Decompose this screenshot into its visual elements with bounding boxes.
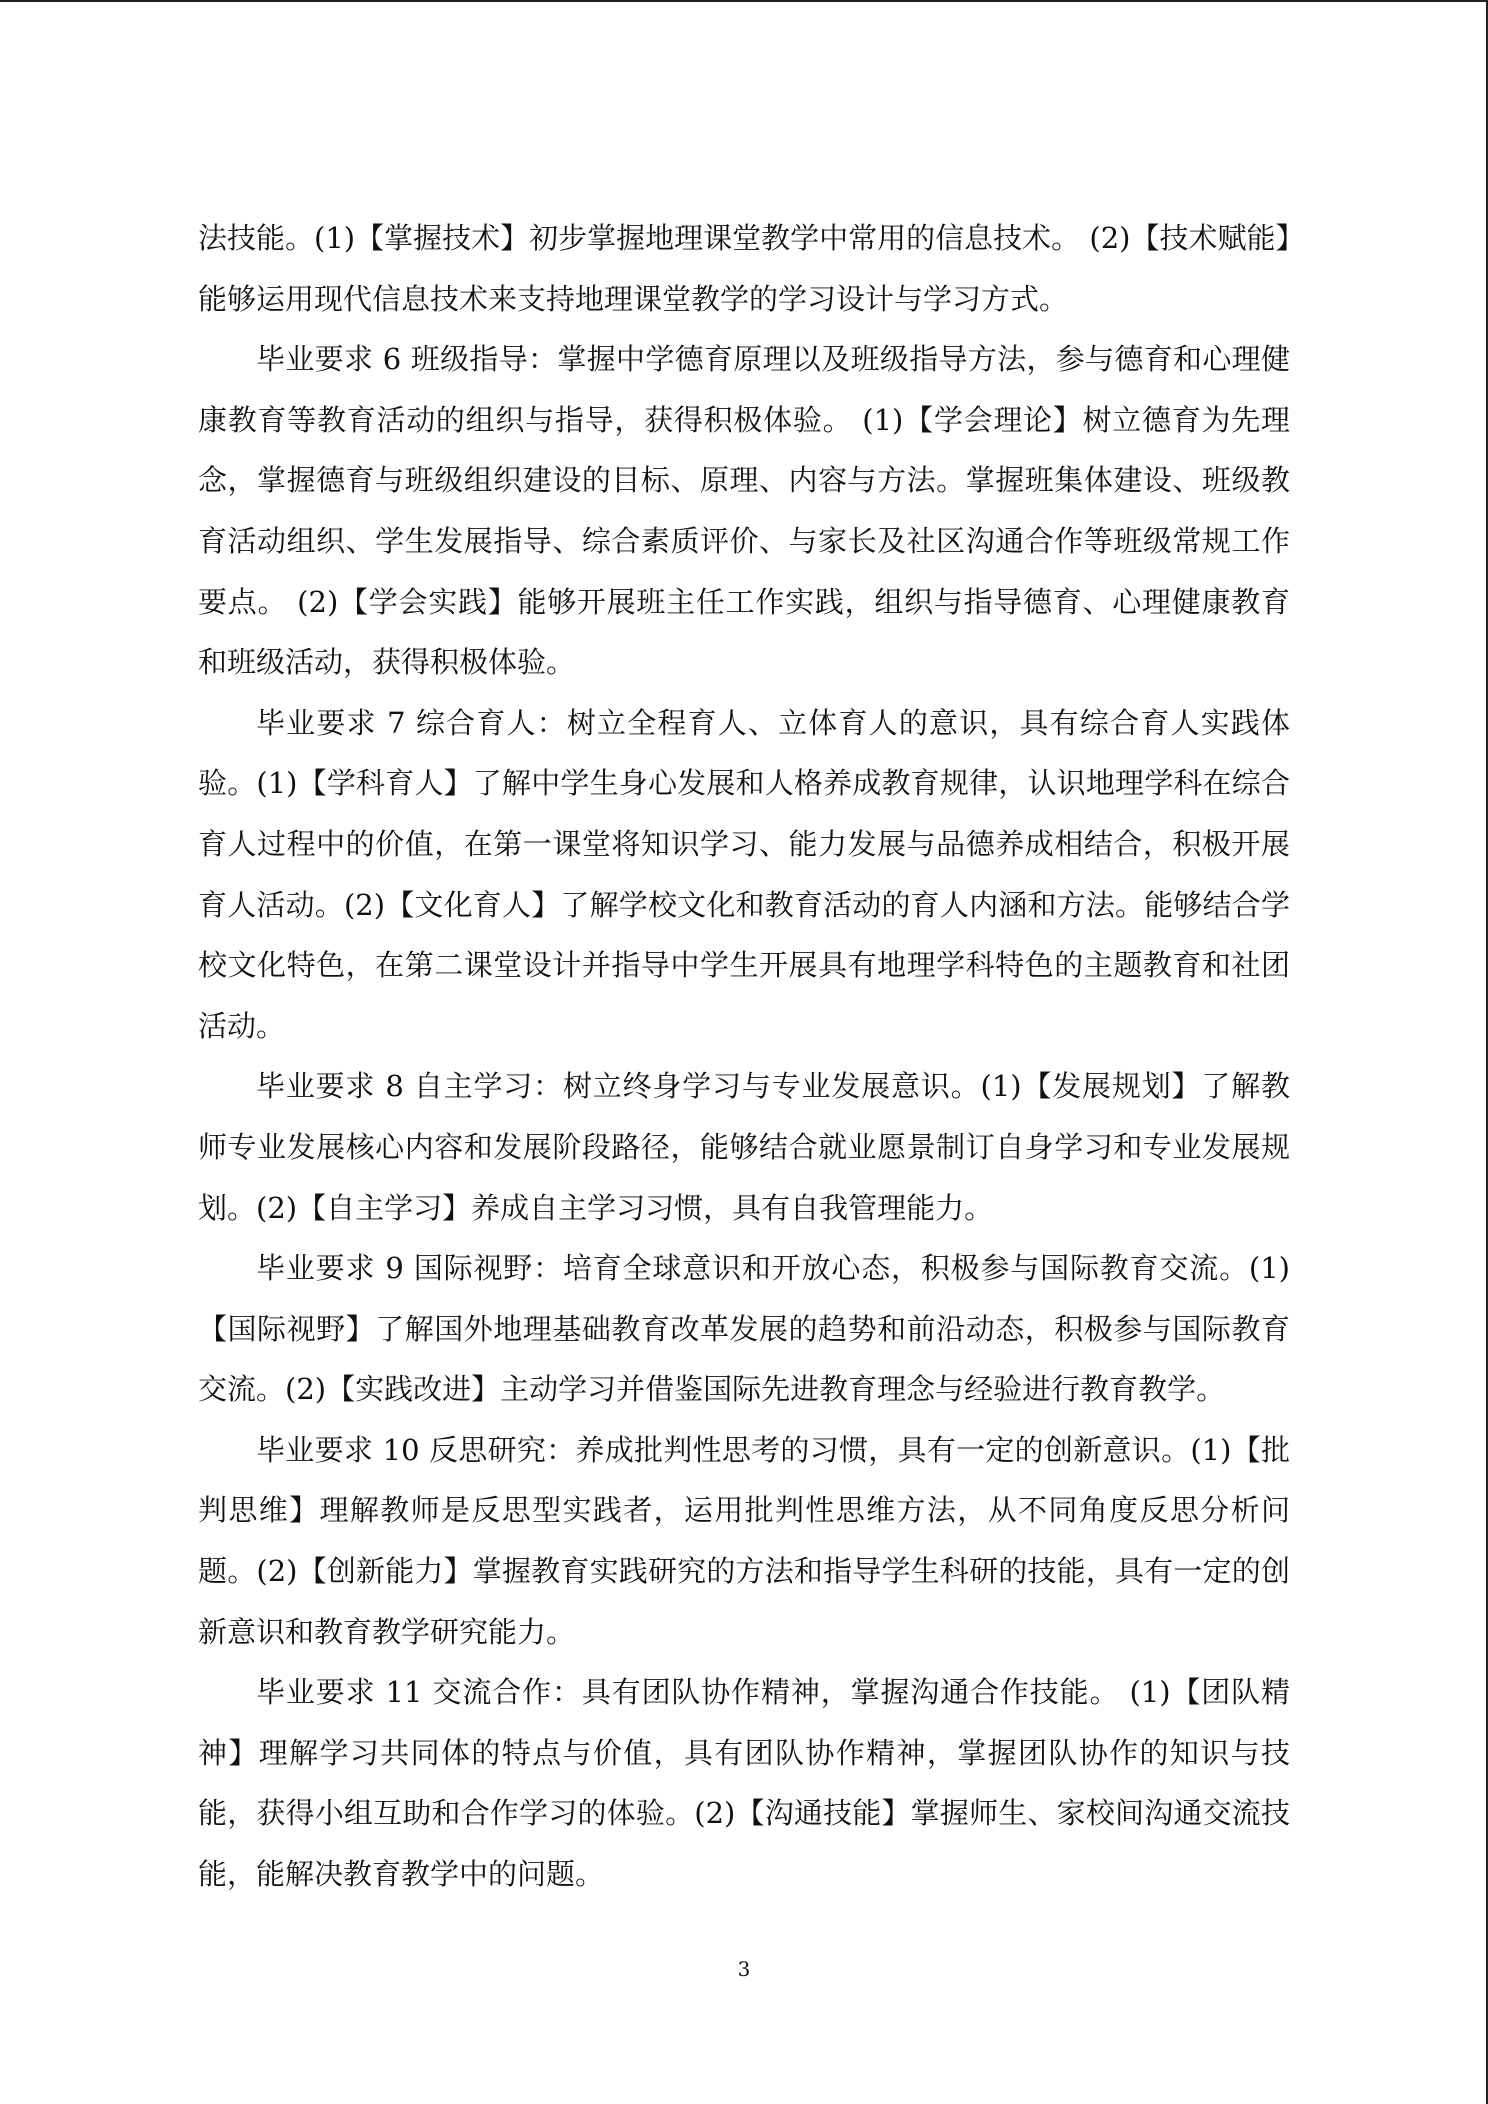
document-body [198, 208, 1290, 1905]
paragraph-requirement-10: 毕业要求 10 反思研究：养成批判性思考的习惯，具有一定的创新意识。(1)【批判思维】理解教师是反思型实践者，运用批判性思维方法，从不同角度反思分析问题。(2)【创新能力】掌握教育实践研究的方法和指导学生科研的技能，具有一定的创新意识和教育教学研究能力。 [198, 1432, 1290, 1649]
page-number: 3 [737, 1957, 751, 1981]
paragraph-requirement-8: 毕业要求 8 自主学习：树立终身学习与专业发展意识。(1)【发展规划】了解教师专业发展核心内容和发展阶段路径，能够结合就业愿景制订自身学习和专业发展规划。(2)【自主学习】养成自主学习习惯，具有自我管理能力。 [198, 1069, 1290, 1225]
paragraph-continued: 法技能。(1)【掌握技术】初步掌握地理课堂教学中常用的信息技术。 (2)【技术赋能】能够运用现代信息技术来支持地理课堂教学的学习设计与学习方式。 [198, 221, 1290, 316]
paragraph-requirement-11: 毕业要求 11 交流合作：具有团队协作精神，掌握沟通合作技能。 (1)【团队精神】理解学习共同体的特点与价值，具有团队协作精神，掌握团队协作的知识与技能，获得小组互助和合作学习的体验。(2)【沟通技能】掌握师生、家校间沟通交流技能，能解决教育教学中的问题。 [198, 1675, 1290, 1892]
paragraph-requirement-6: 毕业要求 6 班级指导：掌握中学德育原理以及班级指导方法，参与德育和心理健康教育等教育活动的组织与指导，获得积极体验。 (1)【学会理论】树立德育为先理念，掌握德育与班级组织建设的目标、原理、内容与方法。掌握班集体建设、班级教育活动组织、学生发展指导、综合素质评价、与家长及社区沟通合作等班级常规工作要点。 (2)【学会实践】能够开展班主任工作实践，组织与指导德育、心理健康教育和班级活动，获得积极体验。 [198, 342, 1290, 680]
paragraph-requirement-9: 毕业要求 9 国际视野：培育全球意识和开放心态，积极参与国际教育交流。(1)【国际视野】了解国外地理基础教育改革发展的趋势和前沿动态，积极参与国际教育交流。(2)【实践改进】主动学习并借鉴国际先进教育理念与经验进行教育教学。 [198, 1251, 1290, 1407]
paragraph-requirement-7: 毕业要求 7 综合育人：树立全程育人、立体育人的意识，具有综合育人实践体验。(1)【学科育人】了解中学生身心发展和人格养成教育规律，认识地理学科在综合育人过程中的价值，在第一课堂将知识学习、能力发展与品德养成相结合，积极开展育人活动。(2)【文化育人】了解学校文化和教育活动的育人内涵和方法。能够结合学校文化特色，在第二课堂设计并指导中学生开展具有地理学科特色的主题教育和社团活动。 [198, 705, 1290, 1043]
